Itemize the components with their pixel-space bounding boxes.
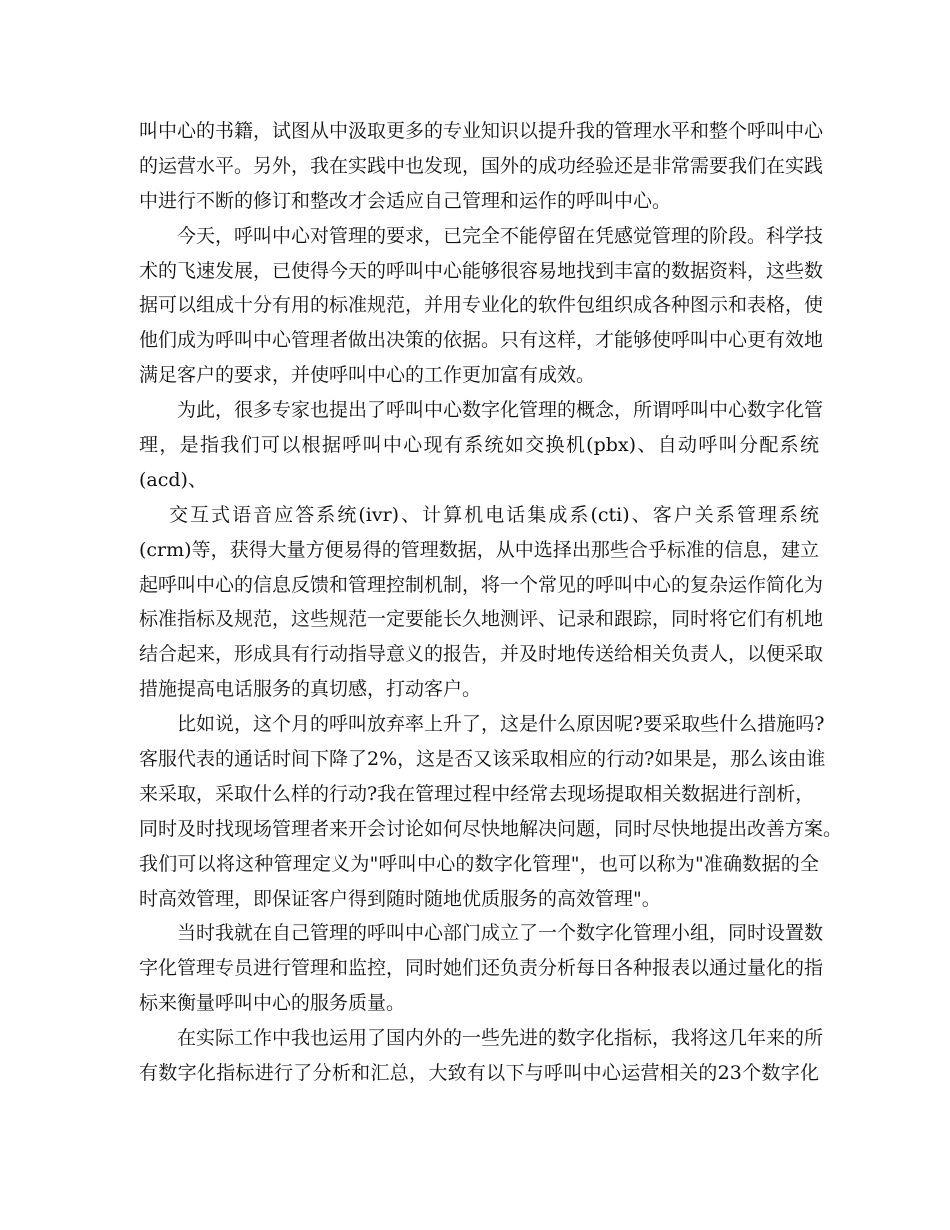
text-line: 我们可以将这种管理定义为"呼叫中心的数字化管理"，也可以称为"准确数据的全 bbox=[139, 852, 819, 875]
paragraph-first-line: 当时我就在自己管理的呼叫中心部门成立了一个数字化管理小组，同时设置数 bbox=[177, 922, 824, 945]
text-line: 中进行不断的修订和整改才会适应自己管理和运作的呼叫中心。 bbox=[139, 189, 672, 212]
text-line: 字化管理专员进行管理和监控，同时她们还负责分析每日各种报表以通过量化的指 bbox=[139, 957, 824, 980]
text-line: 结合起来，形成具有行动指导意义的报告，并及时地传送给相关负责人，以便采取 bbox=[139, 643, 824, 666]
text-line: 标准指标及规范，这些规范一定要能长久地测评、记录和跟踪，同时将它们有机地 bbox=[139, 608, 824, 631]
text-line: 措施提高电话服务的真切感，打动客户。 bbox=[139, 678, 482, 701]
text-line: 的运营水平。另外，我在实践中也发现，国外的成功经验还是非常需要我们在实践 bbox=[139, 154, 824, 177]
document-body bbox=[139, 114, 843, 1091]
text-line: 术的飞速发展，已使得今天的呼叫中心能够很容易地找到丰富的数据资料，这些数 bbox=[139, 259, 824, 282]
text-line: 时高效管理，即保证客户得到随时随地优质服务的高效管理"。 bbox=[139, 887, 661, 910]
text-line: 满足客户的要求，并使呼叫中心的工作更加富有成效。 bbox=[139, 364, 596, 387]
text-line: 他们成为呼叫中心管理者做出决策的依据。只有这样，才能够使呼叫中心更有效地 bbox=[139, 329, 824, 352]
text-line: 有数字化指标进行了分析和汇总，大致有以下与呼叫中心运营相关的23个数字化 bbox=[139, 1062, 819, 1085]
paragraph-first-line: 为此，很多专家也提出了呼叫中心数字化管理的概念，所谓呼叫中心数字化管 bbox=[177, 399, 824, 422]
paragraph-first-line: 在实际工作中我也运用了国内外的一些先进的数字化指标，我将这几年来的所 bbox=[177, 1027, 824, 1050]
paragraph-first-line: 今天，呼叫中心对管理的要求，已完全不能停留在凭感觉管理的阶段。科学技 bbox=[177, 224, 824, 247]
text-line: (acd)、 bbox=[139, 468, 207, 491]
text-line: 起呼叫中心的信息反馈和管理控制机制，将一个常见的呼叫中心的复杂运作简化为 bbox=[139, 573, 824, 596]
text-line: 理，是指我们可以根据呼叫中心现有系统如交换机(pbx)、自动呼叫分配系统 bbox=[139, 434, 819, 457]
text-line: 据可以组成十分有用的标准规范，并用专业化的软件包组织成各种图示和表格，使 bbox=[139, 294, 824, 317]
text-line: 标来衡量呼叫中心的服务质量。 bbox=[139, 992, 406, 1015]
text-line: (crm)等，获得大量方便易得的管理数据，从中选择出那些合乎标准的信息，建立 bbox=[139, 538, 819, 561]
text-line: 来采取，采取什么样的行动?我在管理过程中经常去现场提取相关数据进行剖析， bbox=[139, 782, 815, 805]
text-line: 客服代表的通话时间下降了2%，这是否又该采取相应的行动?如果是，那么该由谁 bbox=[139, 748, 826, 771]
paragraph-first-line: 比如说，这个月的呼叫放弃率上升了，这是什么原因呢?要采取些什么措施吗? bbox=[177, 713, 825, 736]
paragraph-first-line: 交互式语音应答系统(ivr)、计算机电话集成系(cti)、客户关系管理系统 bbox=[169, 503, 819, 526]
text-line: 叫中心的书籍，试图从中汲取更多的专业知识以提升我的管理水平和整个呼叫中心 bbox=[139, 120, 824, 142]
text-line: 同时及时找现场管理者来开会讨论如何尽快地解决问题，同时尽快地提出改善方案。 bbox=[139, 817, 843, 840]
